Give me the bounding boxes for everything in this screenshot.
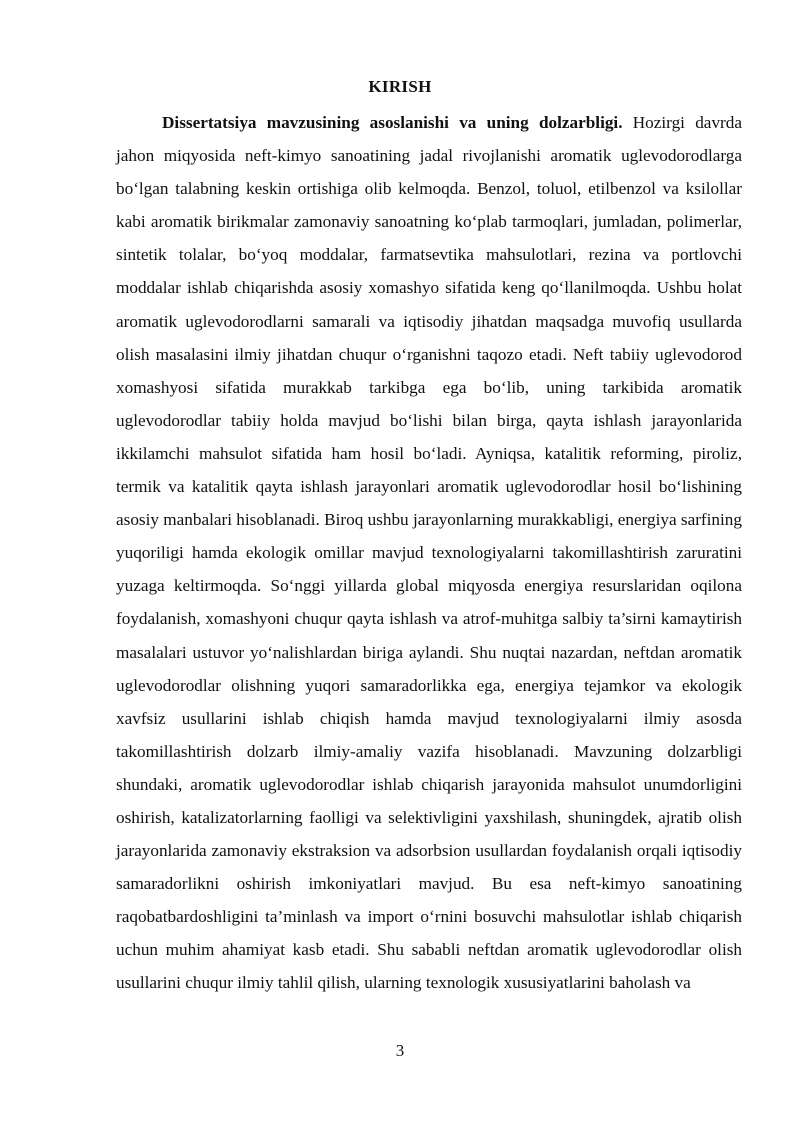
paragraph-text: Hozirgi davrda jahon miqyosida neft-kimyo sanoatining jadal rivojlanishi aromatik uglevodorodlarga bo‘lgan talabning keskin ortishiga olib kelmoqda. Benzol, toluol, etilbenzol va ksilollar kabi aromatik birikmalar zamonaviy sanoatning ko‘plab tarmoqlari, jumladan, polimerlar, sintetik tolalar, bo‘yoq moddalar, farmatsevtika mahsulotlari, rezina va portlovchi moddalar ishlab chiqarishda asosiy xomashyo sifatida keng qo‘llanilmoqda. Ushbu holat aromatik uglevodorodlarni samarali va iqtisodiy jihatdan maqsadga muvofiq usullarda olish masalasini ilmiy jihatdan chuqur o‘rganishni taqozo etadi. Neft tabiiy uglevodorod xomashyosi sifatida murakkab tarkibga ega bo‘lib, uning tarkibida aromatik uglevodorodlar tabiiy holda mavjud bo‘lishi bilan birga, qayta ishlash jarayonlarida ikkilamchi mahsulot sifatida ham hosil bo‘ladi. Ayniqsa, katalitik reforming, piroliz, termik va katalitik qayta ishlash jarayonlari aromatik uglevodorodlar hosil bo‘lishining asosiy manbalari hisoblanadi. Biroq ushbu jarayonlarning murakkabligi, energiya sarfining yuqoriligi hamda ekologik omillar mavjud texnologiyalarni takomillashtirish zaruratini yuzaga keltirmoqda. So‘nggi yillarda global miqyosda energiya resurslaridan oqilona foydalanish, xomashyoni chuqur qayta ishlash va atrof-muhitga salbiy ta’sirni kamaytirish masalalari ustuvor yo‘nalishlardan biriga aylandi. Shu nuqtai nazardan, neftdan aromatik uglevodorodlar olishning yuqori samaradorlikka ega, energiya tejamkor va ekologik xavfsiz usullarini ishlab chiqish hamda mavjud texnologiyalarni ilmiy asosda takomillashtirish dolzarb ilmiy-amaliy vazifa hisoblanadi. Mavzuning dolzarbligi shundaki, aromatik uglevodorodlar ishlab chiqarish jarayonida mahsulot unumdorligini oshirish, katalizatorlarning faolligi va selektivligini yaxshilash, shuningdek, ajratib olish jarayonlarida zamonaviy ekstraksion va adsorbsion usullardan foydalanish orqali iqtisodiy samaradorlikni oshirish imkoniyatlari mavjud. Bu esa neft-kimyo sanoatining raqobatbardoshligini ta’minlash va import o‘rnini bosuvchi mahsulotlar ishlab chiqarish uchun muhim ahamiyat kasb etadi. Shu sababli neftdan aromatik uglevodorodlar olish usullarini chuqur ilmiy tahlil qilish, ularning texnologik xususiyatlarini baholash va [116, 113, 742, 993]
body-paragraph [116, 106, 742, 1000]
paragraph-lead-heading: Dissertatsiya mavzusining asoslanishi va uning dolzarbligi. [162, 113, 623, 132]
section-heading: KIRISH [368, 77, 432, 96]
page-number: 3 [395, 1041, 405, 1060]
